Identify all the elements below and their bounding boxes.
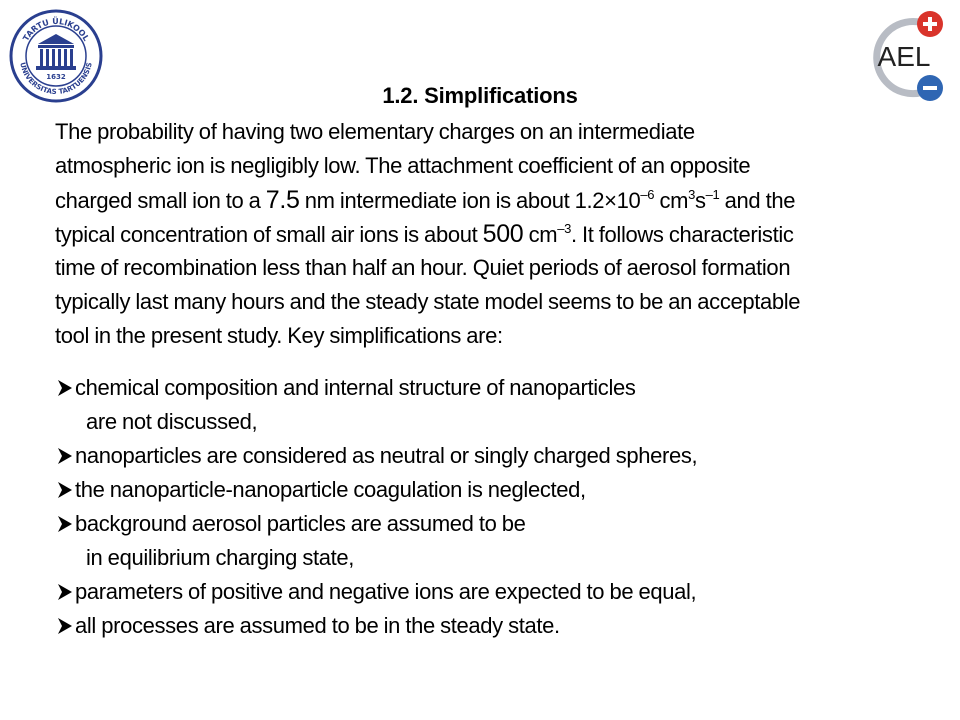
list-item: background aerosol particles are assumed to be xyxy=(55,507,935,541)
simplifications-list xyxy=(55,371,935,643)
list-item: parameters of positive and negative ions are expected to be equal, xyxy=(55,575,935,609)
list-item: all processes are assumed to be in the steady state. xyxy=(55,609,935,643)
list-item: the nanoparticle-nanoparticle coagulation is neglected, xyxy=(55,473,935,507)
arrow-bullet-icon xyxy=(55,479,75,501)
list-item: chemical composition and internal structure of nanoparticles xyxy=(55,371,935,405)
arrow-bullet-icon xyxy=(55,615,75,637)
paragraph-line-coefficient: charged small ion to a 7.5 nm intermediate ion is about $1.2\times 10^{-6}$ $cm^3s^{-1}$ and the xyxy=(55,186,796,214)
paragraph-line: The probability of having two elementary charges on an intermediate xyxy=(55,119,695,144)
paragraph-line-concentration: typical concentration of small air ions is about 500 $cm^{-3}$. It follows characteristic xyxy=(55,220,794,248)
list-item: nanoparticles are considered as neutral or singly charged spheres, xyxy=(55,439,935,473)
paragraph xyxy=(55,115,925,353)
list-item-continuation: in equilibrium charging state, xyxy=(86,545,355,570)
arrow-bullet-icon xyxy=(55,513,75,535)
arrow-bullet-icon xyxy=(55,445,75,467)
paragraph-line: atmospheric ion is negligibly low. The attachment coefficient of an opposite xyxy=(55,153,751,178)
paragraph-line: time of recombination less than half an hour. Quiet periods of aerosol formation xyxy=(55,255,791,280)
paragraph-line: typically last many hours and the steady state model seems to be an acceptable xyxy=(55,289,801,314)
paragraph-line: tool in the present study. Key simplifications are: xyxy=(55,323,503,348)
ael-logo-text: AEL xyxy=(877,41,931,72)
arrow-bullet-icon xyxy=(55,581,75,603)
list-item-continuation: are not discussed, xyxy=(86,409,258,434)
seal-bottom-text: UNIVERSITAS TARTUENSIS xyxy=(18,61,94,97)
seal-top-text: TARTU ÜLIKOOL xyxy=(21,16,91,43)
section-title: 1.2. Simplifications xyxy=(382,83,578,108)
seal-year: 1632 xyxy=(46,73,66,81)
arrow-bullet-icon xyxy=(55,377,75,399)
